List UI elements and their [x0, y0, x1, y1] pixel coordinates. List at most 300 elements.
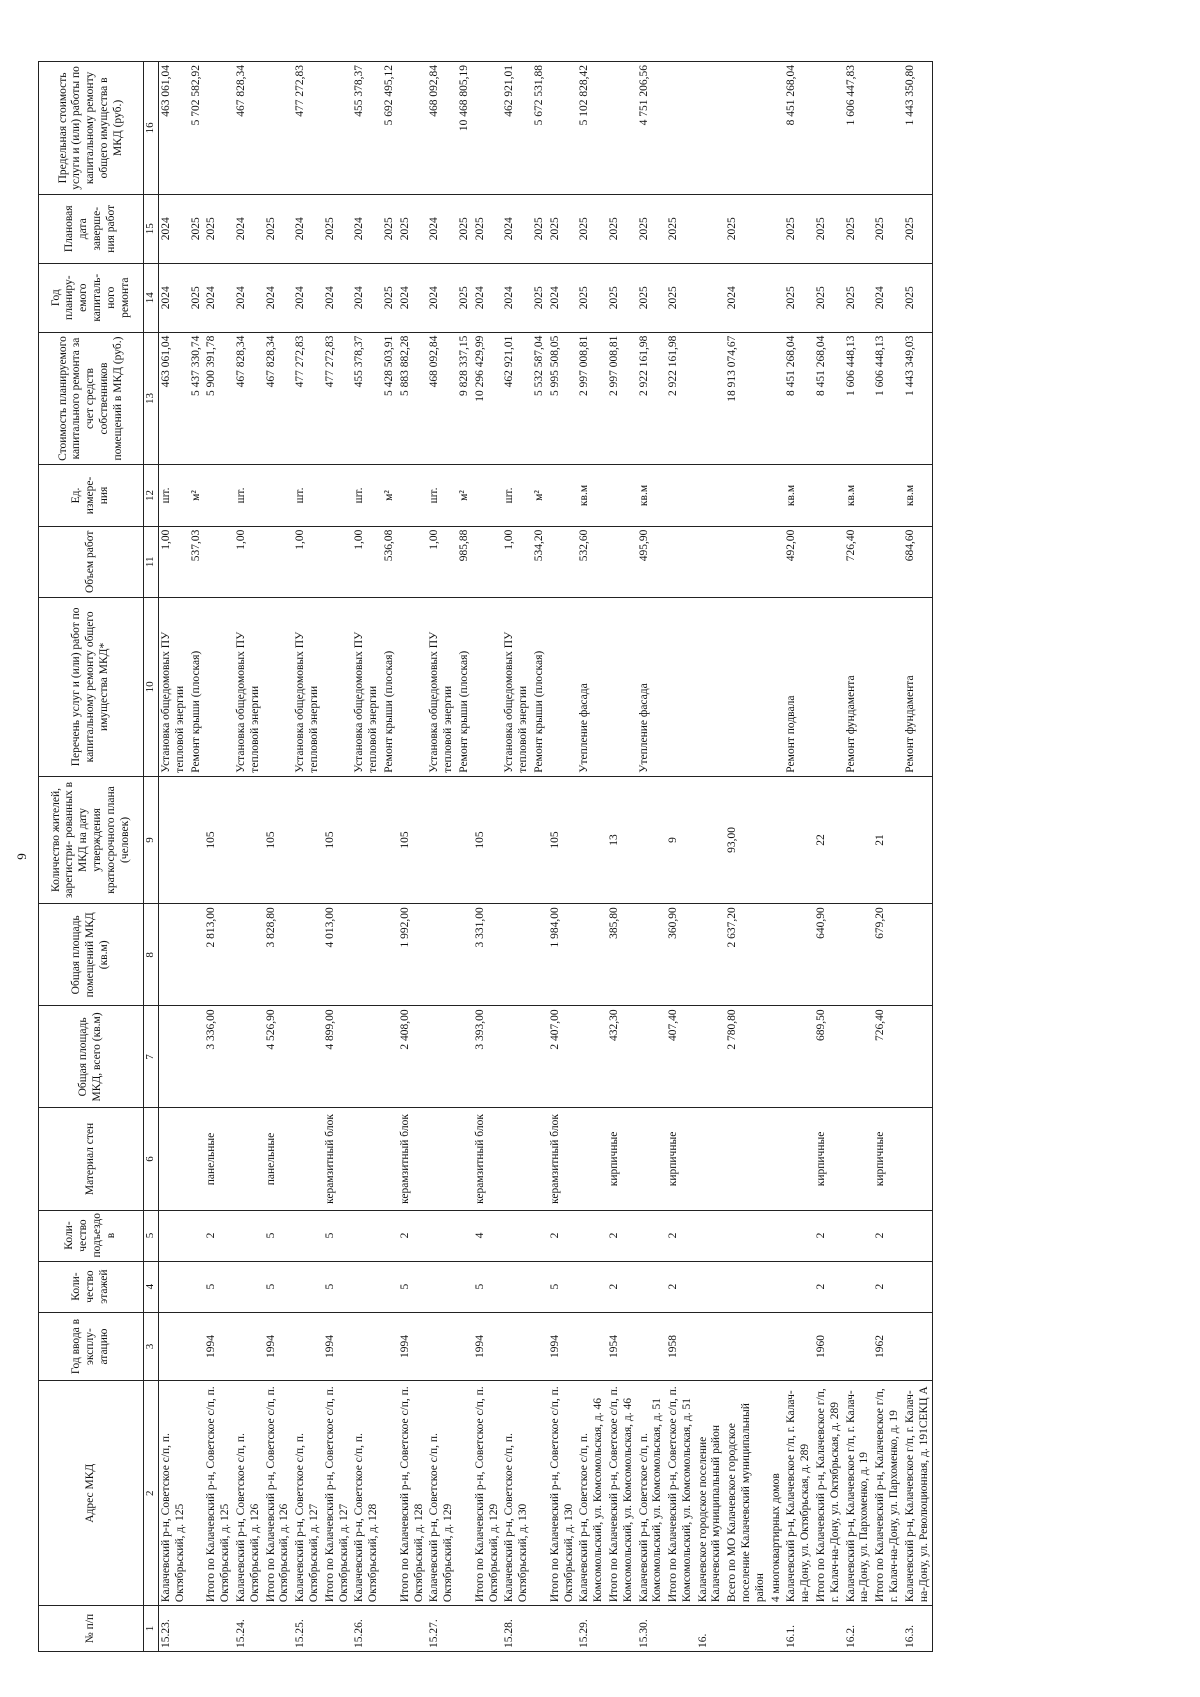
table-cell: кв.м — [903, 465, 933, 526]
table-cell — [696, 1261, 726, 1312]
table-cell — [502, 1006, 532, 1108]
table-cell: кирпичные — [814, 1108, 844, 1210]
table-cell — [382, 1108, 398, 1210]
table-cell — [502, 776, 532, 904]
table-cell: 1 984,00 — [548, 904, 578, 1006]
table-cell: 679,20 — [873, 904, 903, 1006]
table-cell — [784, 776, 814, 904]
table-cell — [725, 1606, 768, 1652]
table-cell — [293, 904, 323, 1006]
table-body — [159, 62, 933, 1652]
table-row — [666, 62, 696, 1652]
table-cell — [352, 1261, 382, 1312]
table-cell: Итого по Калачевский р-н, Советское с/п, п. Октябрьский, д. 128 — [398, 1381, 428, 1606]
table-cell: Калачевский р-н, Советское с/п, п. Комсомольский, ул. Комсомольская, д. 46 — [577, 1381, 607, 1606]
table-cell: кв.м — [637, 465, 667, 526]
table-cell — [903, 1261, 933, 1312]
table-row — [457, 62, 473, 1652]
table-cell — [204, 1606, 234, 1652]
table-cell — [637, 1006, 667, 1108]
table-cell — [532, 1108, 548, 1210]
column-number: 11 — [144, 526, 159, 597]
table-cell — [323, 1606, 353, 1652]
column-header: Общая площадь МКД, всего (кв.м) — [39, 1006, 144, 1108]
table-cell: 3 393,00 — [473, 1006, 503, 1108]
table-cell: Утепление фасада — [637, 598, 667, 777]
table-cell: 2024 — [293, 194, 323, 263]
table-cell: 1,00 — [159, 526, 189, 597]
column-number: 2 — [144, 1381, 159, 1606]
table-cell — [725, 1261, 768, 1312]
table-cell — [398, 526, 428, 597]
capital-repair-table — [38, 61, 933, 1652]
table-cell — [457, 1312, 473, 1381]
table-cell — [159, 1108, 189, 1210]
table-cell — [532, 1261, 548, 1312]
column-number: 5 — [144, 1210, 159, 1261]
table-cell: 21 — [873, 776, 903, 904]
table-cell — [204, 598, 234, 777]
table-cell: м² — [532, 465, 548, 526]
table-cell — [427, 1312, 457, 1381]
table-cell: 8 451 268,04 — [814, 332, 844, 465]
table-cell: 2024 — [427, 194, 457, 263]
table-cell: 2 407,00 — [548, 1006, 578, 1108]
table-cell: 2 — [607, 1261, 637, 1312]
table-cell — [666, 598, 696, 777]
table-cell — [352, 1006, 382, 1108]
table-cell: 1,00 — [352, 526, 382, 597]
table-cell — [427, 776, 457, 904]
table-cell: 2025 — [903, 263, 933, 332]
table-cell — [548, 465, 578, 526]
table-cell: 2024 — [873, 263, 903, 332]
table-cell — [502, 1210, 532, 1261]
table-cell — [769, 1210, 785, 1261]
table-cell: Ремонт крыши (плоская) — [189, 598, 205, 777]
table-cell: м² — [457, 465, 473, 526]
table-cell — [637, 1108, 667, 1210]
table-row — [696, 62, 726, 1652]
table-cell — [844, 1312, 874, 1381]
table-cell: 2 637,20 — [725, 904, 768, 1006]
table-cell — [637, 1312, 667, 1381]
table-cell: Калачевский р-н, Советское с/п, п. Октябрьский, д. 128 — [352, 1381, 382, 1606]
table-cell: 1,00 — [502, 526, 532, 597]
table-cell — [637, 1210, 667, 1261]
table-cell — [696, 1006, 726, 1108]
table-cell: 5 692 495,12 — [382, 62, 398, 195]
table-cell — [427, 1108, 457, 1210]
table-cell — [352, 904, 382, 1006]
table-cell — [159, 1006, 189, 1108]
table-cell — [903, 904, 933, 1006]
table-cell — [382, 904, 398, 1006]
table-row — [293, 62, 323, 1652]
table-cell — [873, 465, 903, 526]
table-cell — [696, 332, 726, 465]
table-cell: 2025 — [903, 194, 933, 263]
table-cell: 2 922 161,98 — [637, 332, 667, 465]
table-cell — [457, 904, 473, 1006]
table-cell: шт. — [352, 465, 382, 526]
table-cell: 2025 — [814, 263, 844, 332]
table-cell: 4 многоквартирных домов — [769, 1381, 785, 1606]
table-cell: 105 — [398, 776, 428, 904]
table-cell — [159, 904, 189, 1006]
table-cell — [844, 1210, 874, 1261]
table-cell — [696, 776, 726, 904]
table-row — [873, 62, 903, 1652]
table-cell — [457, 1261, 473, 1312]
table-cell: 3 336,00 — [204, 1006, 234, 1108]
table-cell — [637, 776, 667, 904]
table-cell — [189, 1261, 205, 1312]
table-cell — [769, 1312, 785, 1381]
table-cell — [725, 62, 768, 195]
table-cell: 1994 — [204, 1312, 234, 1381]
table-cell: 2024 — [264, 263, 294, 332]
table-cell: 5 — [264, 1210, 294, 1261]
table-cell: 462 921,01 — [502, 332, 532, 465]
column-header: Стоимость планируемого капитального ремонта за счет средств собственников помещений в МКД (руб.) — [39, 332, 144, 465]
table-cell — [293, 1210, 323, 1261]
table-row — [844, 62, 874, 1652]
table-cell: 2025 — [473, 194, 503, 263]
column-number: 13 — [144, 332, 159, 465]
table-cell: 5 672 531,88 — [532, 62, 548, 195]
table-cell — [159, 1261, 189, 1312]
table-cell: 985,88 — [457, 526, 473, 597]
table-cell — [696, 465, 726, 526]
table-cell — [873, 526, 903, 597]
table-cell: 534,20 — [532, 526, 548, 597]
table-cell — [607, 598, 637, 777]
table-cell: Установка общедомовых ПУ тепловой энергии — [352, 598, 382, 777]
table-cell: 2025 — [382, 194, 398, 263]
table-cell: Итого по Калачевский р-н, Калачевское г/п, г. Калач-на-Дону, ул. Октябрьская, д. 289 — [814, 1381, 844, 1606]
table-cell — [398, 62, 428, 195]
table-row — [234, 62, 264, 1652]
table-row — [725, 62, 768, 1652]
table-cell: 2024 — [204, 263, 234, 332]
column-number: 3 — [144, 1312, 159, 1381]
table-cell — [398, 465, 428, 526]
column-number: 6 — [144, 1108, 159, 1210]
table-row — [814, 62, 844, 1652]
table-cell — [784, 1210, 814, 1261]
table-cell — [725, 1210, 768, 1261]
table-cell — [234, 776, 264, 904]
table-cell: 2025 — [577, 194, 607, 263]
table-row — [323, 62, 353, 1652]
table-cell: Ремонт фундамента — [903, 598, 933, 777]
table-cell: 2024 — [159, 194, 189, 263]
table-cell — [204, 62, 234, 195]
table-cell: 105 — [548, 776, 578, 904]
column-header: Год ввода в эксплу- атацию — [39, 1312, 144, 1381]
table-cell — [352, 1210, 382, 1261]
table-cell — [382, 1381, 398, 1606]
table-cell — [769, 776, 785, 904]
table-cell — [548, 1606, 578, 1652]
table-cell: 2 — [873, 1210, 903, 1261]
table-cell — [502, 904, 532, 1006]
table-cell — [814, 1606, 844, 1652]
table-cell — [607, 465, 637, 526]
table-cell — [844, 1261, 874, 1312]
table-cell: 15.24. — [234, 1606, 264, 1652]
table-cell: Калачевский р-н, Калачевское г/п, г. Калач-на-Дону, ул. Октябрьская, д. 289 — [784, 1381, 814, 1606]
table-cell: 18 913 074,67 — [725, 332, 768, 465]
table-cell — [189, 1006, 205, 1108]
table-cell: Калачевский р-н, Советское с/п, п. Октябрьский, д. 126 — [234, 1381, 264, 1606]
table-cell — [769, 263, 785, 332]
table-cell: Итого по Калачевский р-н, Калачевское г/п, г. Калач-на-Дону, ул. Пархоменко, д. 19 — [873, 1381, 903, 1606]
table-row — [548, 62, 578, 1652]
table-cell — [903, 1312, 933, 1381]
table-cell — [577, 776, 607, 904]
table-cell — [323, 465, 353, 526]
table-cell: 2 — [814, 1210, 844, 1261]
table-cell: 15.25. — [293, 1606, 323, 1652]
column-header: Объем работ — [39, 526, 144, 597]
table-cell: 1960 — [814, 1312, 844, 1381]
table-cell: 2025 — [189, 263, 205, 332]
table-cell — [382, 776, 398, 904]
table-cell: 16.3. — [903, 1606, 933, 1652]
table-cell — [769, 332, 785, 465]
table-cell: кв.м — [577, 465, 607, 526]
table-cell: Итого по Калачевский р-н, Советское с/п, п. Октябрьский, д. 129 — [473, 1381, 503, 1606]
table-cell — [784, 1108, 814, 1210]
table-cell: Итого по Калачевский р-н, Советское с/п, п. Октябрьский, д. 126 — [264, 1381, 294, 1606]
table-cell: 407,40 — [666, 1006, 696, 1108]
table-cell: 477 272,83 — [293, 62, 323, 195]
table-cell: 2025 — [784, 263, 814, 332]
table-cell — [844, 1108, 874, 1210]
table-cell — [473, 465, 503, 526]
table-cell: 1 606 448,13 — [844, 332, 874, 465]
table-cell: 492,00 — [784, 526, 814, 597]
table-cell: панельные — [264, 1108, 294, 1210]
table-cell — [607, 62, 637, 195]
table-cell: 467 828,34 — [264, 332, 294, 465]
table-cell — [577, 904, 607, 1006]
table-cell — [234, 1006, 264, 1108]
table-cell — [696, 1312, 726, 1381]
table-cell — [382, 1606, 398, 1652]
table-cell: 1994 — [264, 1312, 294, 1381]
table-cell: 432,30 — [607, 1006, 637, 1108]
table-cell — [382, 1261, 398, 1312]
table-cell: 455 378,37 — [352, 62, 382, 195]
table-cell: 2025 — [323, 194, 353, 263]
table-cell — [696, 598, 726, 777]
column-number: 10 — [144, 598, 159, 777]
table-cell: 2 922 161,98 — [666, 332, 696, 465]
table-cell — [725, 1312, 768, 1381]
table-cell: 15.27. — [427, 1606, 457, 1652]
table-cell: 3 828,80 — [264, 904, 294, 1006]
table-cell: 2024 — [725, 263, 768, 332]
table-cell — [577, 1261, 607, 1312]
table-cell: Калачевский р-н, Советское с/п, п. Октябрьский, д. 127 — [293, 1381, 323, 1606]
table-cell — [352, 1312, 382, 1381]
table-cell — [323, 598, 353, 777]
table-cell: шт. — [502, 465, 532, 526]
table-cell — [769, 465, 785, 526]
table-cell: 2024 — [548, 263, 578, 332]
table-cell: 2024 — [473, 263, 503, 332]
table-cell: 2 — [666, 1210, 696, 1261]
table-cell — [502, 1108, 532, 1210]
table-cell: Ремонт подвала — [784, 598, 814, 777]
table-cell — [903, 1006, 933, 1108]
page-number: 9 — [14, 853, 29, 860]
table-cell: 467 828,34 — [234, 62, 264, 195]
table-cell: панельные — [204, 1108, 234, 1210]
table-cell: 1 606 447,83 — [844, 62, 874, 195]
table-cell — [873, 62, 903, 195]
table-cell: 455 378,37 — [352, 332, 382, 465]
table-cell — [234, 1312, 264, 1381]
table-cell: 1 606 448,13 — [873, 332, 903, 465]
table-cell: 10 296 429,99 — [473, 332, 503, 465]
table-cell: 2024 — [293, 263, 323, 332]
table-cell: 1962 — [873, 1312, 903, 1381]
table-cell — [814, 465, 844, 526]
table-cell: 2024 — [159, 263, 189, 332]
table-cell: 2 — [607, 1210, 637, 1261]
table-cell: Утепление фасада — [577, 598, 607, 777]
table-cell: Итого по Калачевский р-н, Советское с/п, п. Октябрьский, д. 130 — [548, 1381, 578, 1606]
column-header: Материал стен — [39, 1108, 144, 1210]
table-cell — [427, 1006, 457, 1108]
table-cell — [769, 62, 785, 195]
table-cell: 2025 — [532, 194, 548, 263]
column-number: 8 — [144, 904, 159, 1006]
table-cell: 5 437 330,74 — [189, 332, 205, 465]
table-cell: 9 828 337,15 — [457, 332, 473, 465]
table-cell — [382, 1210, 398, 1261]
table-cell: 2024 — [234, 194, 264, 263]
table-cell: 9 — [666, 776, 696, 904]
table-cell: 16.2. — [844, 1606, 874, 1652]
table-cell — [398, 598, 428, 777]
table-cell: 2 — [666, 1261, 696, 1312]
table-cell: кирпичные — [666, 1108, 696, 1210]
table-cell — [637, 1261, 667, 1312]
table-cell: 684,60 — [903, 526, 933, 597]
table-cell: м² — [382, 465, 398, 526]
table-cell — [784, 1312, 814, 1381]
table-cell: 2025 — [382, 263, 398, 332]
table-cell: 1994 — [473, 1312, 503, 1381]
table-row — [502, 62, 532, 1652]
table-cell: керамзитный блок — [398, 1108, 428, 1210]
column-header: Год планиру- емого капиталь- ного ремонта — [39, 263, 144, 332]
table-cell: 15.29. — [577, 1606, 607, 1652]
table-cell — [548, 598, 578, 777]
table-cell: 726,40 — [873, 1006, 903, 1108]
table-cell — [234, 1108, 264, 1210]
table-cell — [548, 62, 578, 195]
table-cell — [502, 1312, 532, 1381]
table-row — [473, 62, 503, 1652]
table-cell — [234, 1210, 264, 1261]
table-cell — [814, 62, 844, 195]
table-cell: 495,90 — [637, 526, 667, 597]
table-cell: кирпичные — [873, 1108, 903, 1210]
table-cell — [159, 1210, 189, 1261]
table-cell: 2024 — [427, 263, 457, 332]
table-cell — [769, 1006, 785, 1108]
table-cell: Калачевский р-н, Советское с/п, п. Октябрьский, д. 125 — [159, 1381, 189, 1606]
table-cell: Калачевский р-н, Советское с/п, п. Октябрьский, д. 129 — [427, 1381, 457, 1606]
column-header: Количество жителей, зарегистри- рованных в МКД на дату утверждения краткосрочного плана (человек) — [39, 776, 144, 904]
table-cell: 477 272,83 — [293, 332, 323, 465]
table-cell: 726,40 — [844, 526, 874, 597]
column-header: Ед. измере- ния — [39, 465, 144, 526]
table-cell: 1,00 — [293, 526, 323, 597]
table-cell: 1958 — [666, 1312, 696, 1381]
table-cell: 1 443 350,80 — [903, 62, 933, 195]
table-cell — [696, 1210, 726, 1261]
table-cell: 536,08 — [382, 526, 398, 597]
table-cell — [234, 904, 264, 1006]
table-cell — [502, 1261, 532, 1312]
table-cell: 2024 — [398, 263, 428, 332]
table-row — [159, 62, 189, 1652]
table-cell — [189, 1210, 205, 1261]
table-cell: 640,90 — [814, 904, 844, 1006]
table-row — [607, 62, 637, 1652]
table-cell: 16. — [696, 1606, 726, 1652]
table-cell: 2 — [873, 1261, 903, 1312]
table-cell — [398, 1606, 428, 1652]
column-header: Коли- чество этажей — [39, 1261, 144, 1312]
table-cell — [532, 1606, 548, 1652]
table-cell — [532, 1312, 548, 1381]
table-cell — [532, 1381, 548, 1606]
table-cell: 2025 — [725, 194, 768, 263]
table-cell — [666, 1606, 696, 1652]
table-cell: 105 — [323, 776, 353, 904]
table-cell — [473, 526, 503, 597]
table-cell — [457, 776, 473, 904]
table-cell — [189, 904, 205, 1006]
table-cell: 4 751 206,56 — [637, 62, 667, 195]
table-cell: 2025 — [844, 194, 874, 263]
header-row — [39, 62, 144, 1652]
column-header: Предельная стоимость услуги и (или) работы по капитальному ремонту общего имущества в МКД (руб.) — [39, 62, 144, 195]
table-cell — [204, 526, 234, 597]
table-cell: 5 102 828,42 — [577, 62, 607, 195]
table-cell: 2025 — [264, 194, 294, 263]
table-cell: кв.м — [844, 465, 874, 526]
table-cell — [204, 465, 234, 526]
table-cell: керамзитный блок — [323, 1108, 353, 1210]
table-row — [784, 62, 814, 1652]
table-cell: 2025 — [189, 194, 205, 263]
table-cell — [189, 1606, 205, 1652]
table-cell — [873, 598, 903, 777]
table-cell: кирпичные — [607, 1108, 637, 1210]
table-cell: 2024 — [323, 263, 353, 332]
table-cell: 385,80 — [607, 904, 637, 1006]
table-cell: 2 813,00 — [204, 904, 234, 1006]
